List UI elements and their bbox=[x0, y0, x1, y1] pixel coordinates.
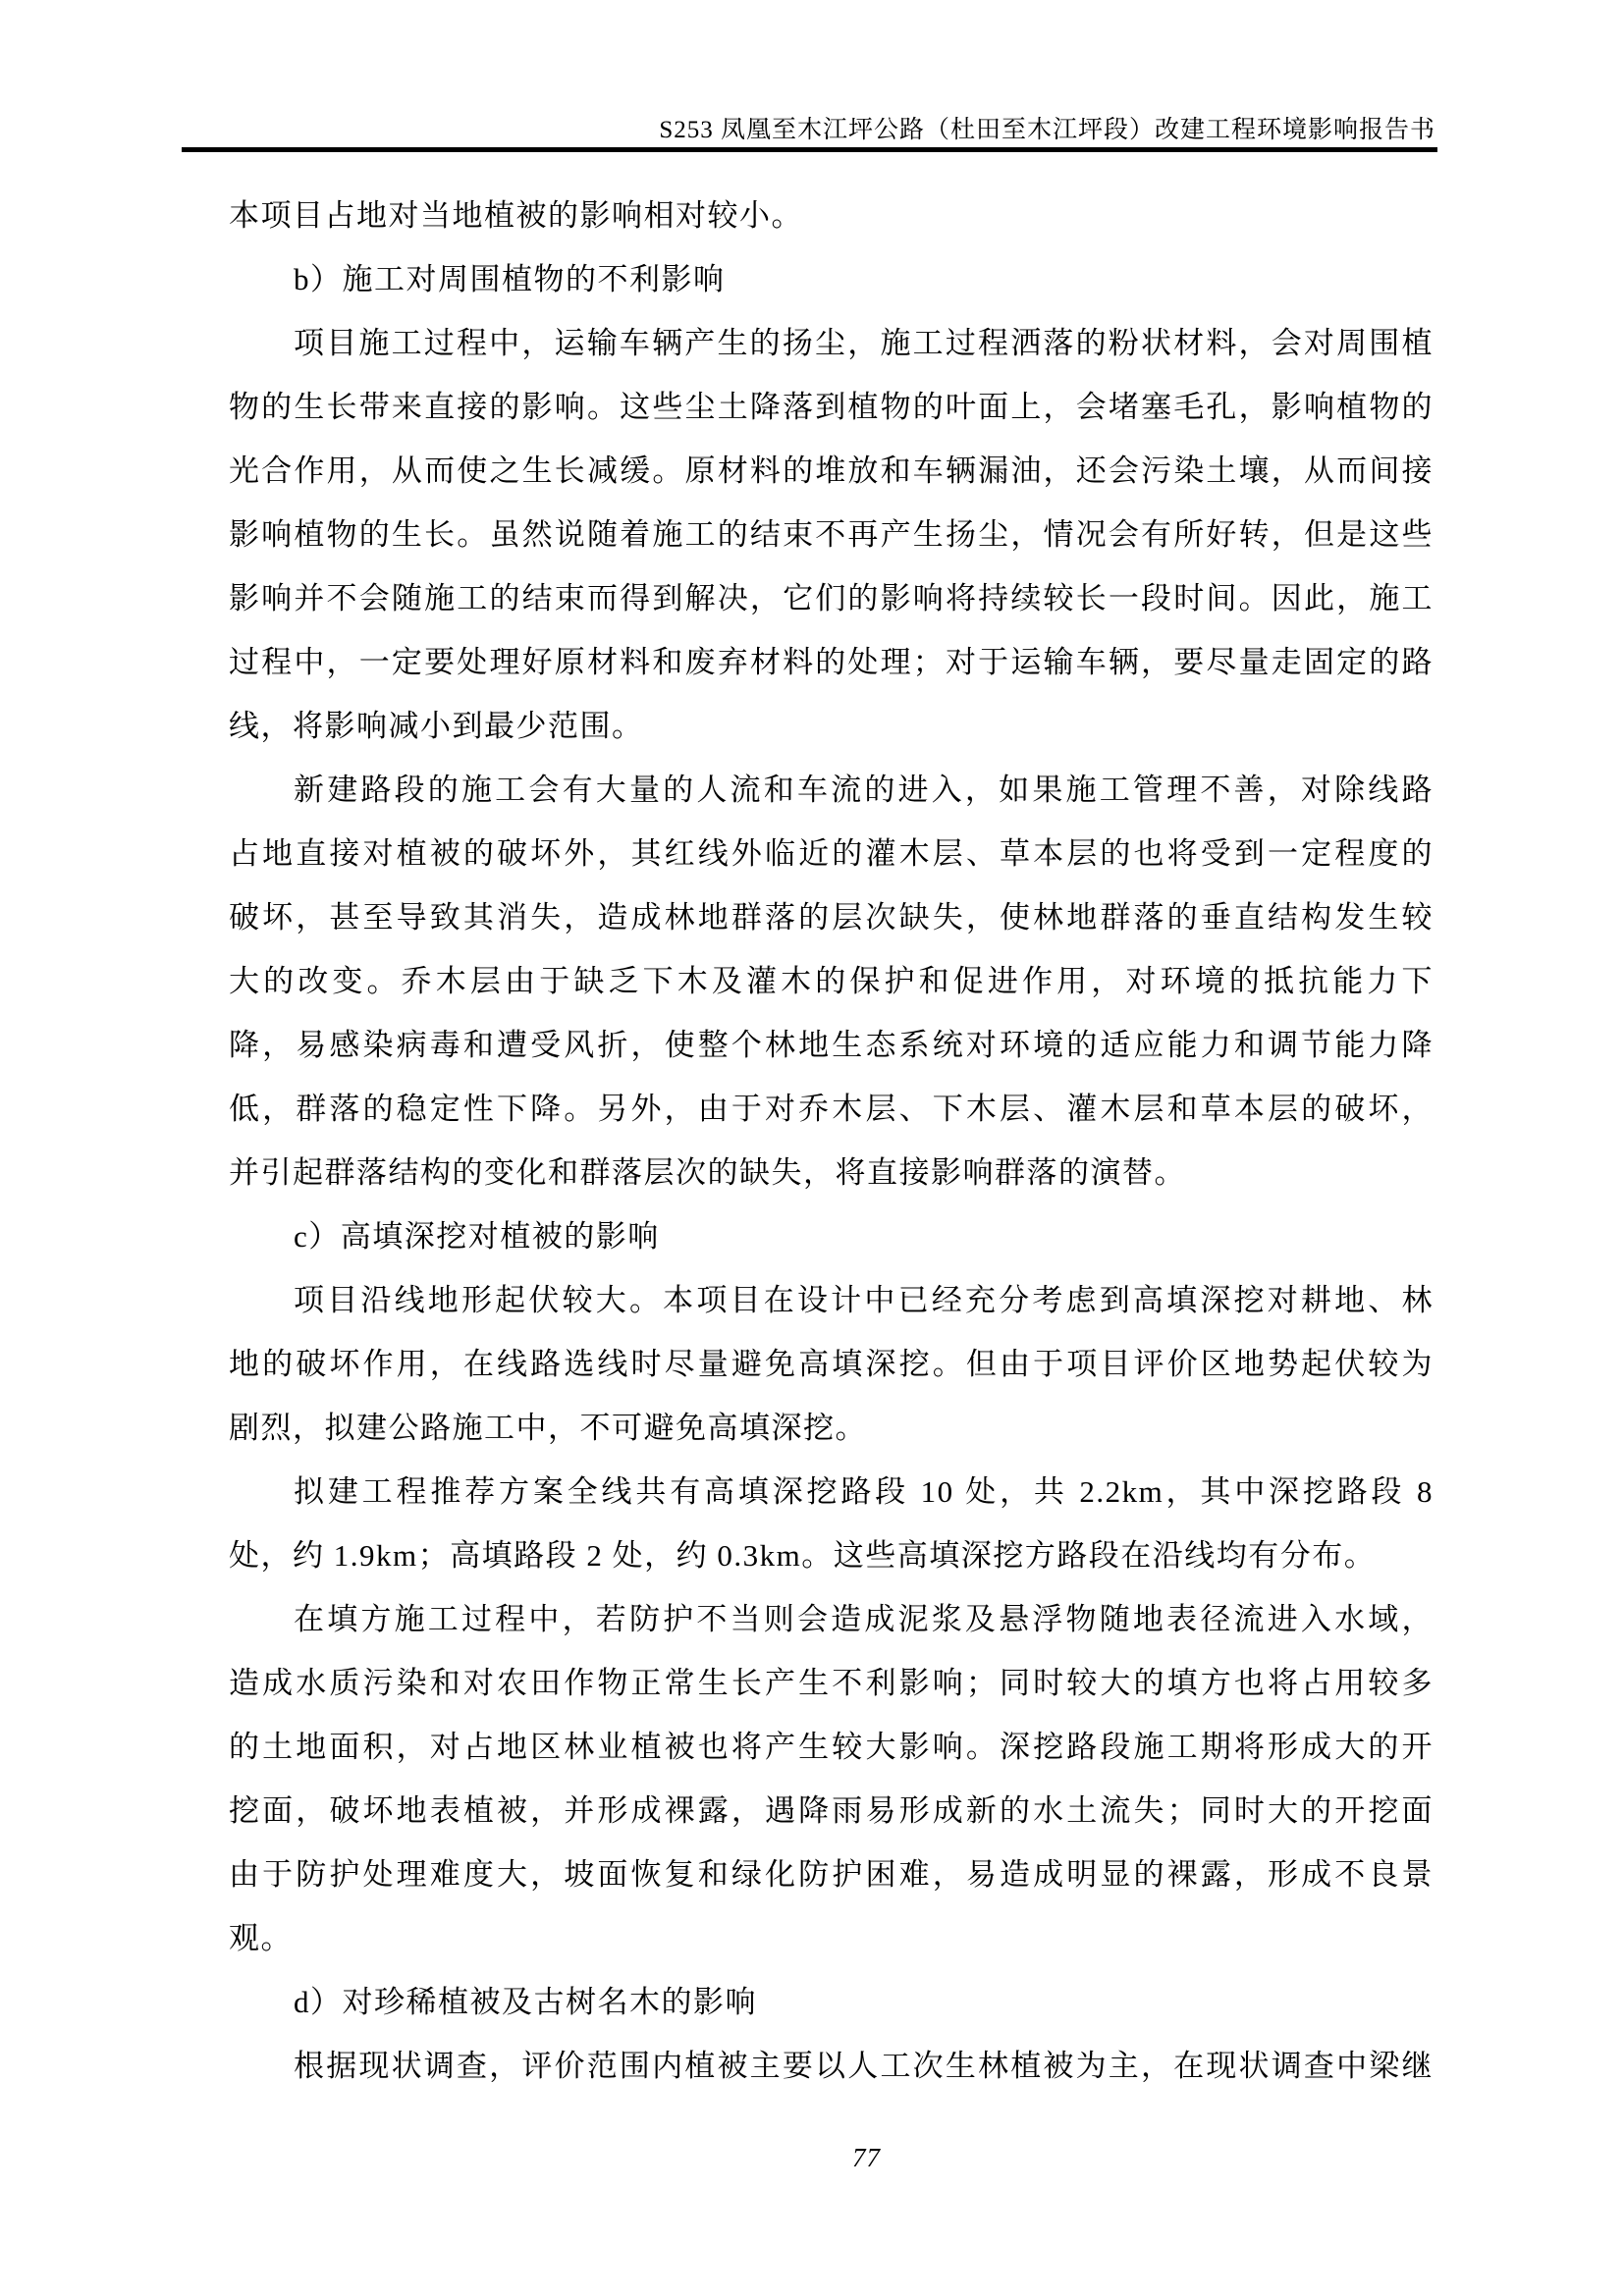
body-line: 线，将影响减小到最少范围。 bbox=[229, 709, 644, 743]
body-line: 本项目占地对当地植被的影响相对较小。 bbox=[229, 198, 803, 233]
body-line: 降，易感染病毒和遭受风折，使整个林地生态系统对环境的适应能力和调节能力降 bbox=[229, 1028, 1434, 1062]
body-line: 并引起群落结构的变化和群落层次的缺失，将直接影响群落的演替。 bbox=[229, 1155, 1186, 1190]
body-line: d）对珍稀植被及古树名木的影响 bbox=[294, 1985, 757, 2019]
body-line: 占地直接对植被的破坏外，其红线外临近的灌木层、草本层的也将受到一定程度的 bbox=[229, 836, 1434, 871]
body-line: 在填方施工过程中，若防护不当则会造成泥浆及悬浮物随地表径流进入水域， bbox=[294, 1602, 1434, 1636]
body-line: 新建路段的施工会有大量的人流和车流的进入，如果施工管理不善，对除线路 bbox=[294, 773, 1434, 807]
header-rule bbox=[182, 147, 1437, 152]
body-line: 由于防护处理难度大，坡面恢复和绿化防护困难，易造成明显的裸露，形成不良景 bbox=[229, 1857, 1434, 1892]
body-line: 低，群落的稳定性下降。另外，由于对乔木层、下木层、灌木层和草本层的破坏， bbox=[229, 1092, 1434, 1126]
body-line: 过程中，一定要处理好原材料和废弃材料的处理；对于运输车辆，要尽量走固定的路 bbox=[229, 645, 1434, 679]
body-line: 挖面，破坏地表植被，并形成裸露，遇降雨易形成新的水土流失；同时大的开挖面 bbox=[229, 1793, 1434, 1828]
document-body bbox=[229, 184, 1434, 2098]
body-line: 地的破坏作用，在线路选线时尽量避免高填深挖。但由于项目评价区地势起伏较为 bbox=[229, 1347, 1434, 1381]
body-line: 影响植物的生长。虽然说随着施工的结束不再产生扬尘，情况会有所好转，但是这些 bbox=[229, 517, 1434, 552]
body-line: 物的生长带来直接的影响。这些尘土降落到植物的叶面上，会堵塞毛孔，影响植物的 bbox=[229, 390, 1434, 424]
body-line: 观。 bbox=[229, 1921, 293, 1955]
body-line: 剧烈，拟建公路施工中，不可避免高填深挖。 bbox=[229, 1411, 867, 1445]
body-line: 光合作用，从而使之生长减缓。原材料的堆放和车辆漏油，还会污染土壤，从而间接 bbox=[229, 454, 1434, 488]
body-line: 造成水质污染和对农田作物正常生长产生不利影响；同时较大的填方也将占用较多 bbox=[229, 1666, 1434, 1700]
body-line: 的土地面积，对占地区林业植被也将产生较大影响。深挖路段施工期将形成大的开 bbox=[229, 1730, 1434, 1764]
body-line: 项目沿线地形起伏较大。本项目在设计中已经充分考虑到高填深挖对耕地、林 bbox=[294, 1283, 1434, 1317]
body-line: b）施工对周围植物的不利影响 bbox=[294, 262, 726, 296]
body-line: 大的改变。乔木层由于缺乏下木及灌木的保护和促进作用，对环境的抵抗能力下 bbox=[229, 964, 1434, 998]
body-line: 拟建工程推荐方案全线共有高填深挖路段 10 处，共 2.2km，其中深挖路段 8 bbox=[294, 1474, 1434, 1509]
body-line: 项目施工过程中，运输车辆产生的扬尘，施工过程洒落的粉状材料，会对周围植 bbox=[294, 326, 1434, 360]
body-line: 根据现状调查，评价范围内植被主要以人工次生林植被为主，在现状调查中梁继 bbox=[294, 2049, 1434, 2083]
body-line: 处，约 1.9km；高填路段 2 处，约 0.3km。这些高填深挖方路段在沿线均有分布。 bbox=[229, 1538, 1377, 1573]
page-header-title: S253 凤凰至木江坪公路（杜田至木江坪段）改建工程环境影响报告书 bbox=[659, 117, 1435, 143]
body-line: 影响并不会随施工的结束而得到解决，它们的影响将持续较长一段时间。因此，施工 bbox=[229, 581, 1434, 615]
body-line: 破坏，甚至导致其消失，造成林地群落的层次缺失，使林地群落的垂直结构发生较 bbox=[229, 900, 1434, 934]
page-number: 77 bbox=[852, 2143, 881, 2172]
body-line: c）高填深挖对植被的影响 bbox=[294, 1219, 660, 1254]
